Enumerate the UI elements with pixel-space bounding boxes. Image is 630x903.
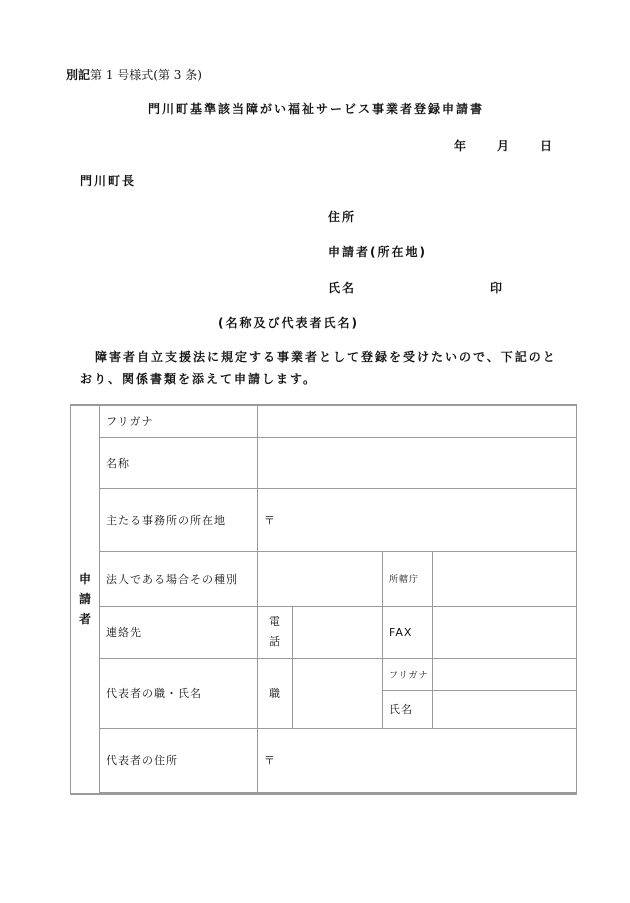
jurisdiction-field[interactable] [433,551,577,606]
table-row-filler [71,792,577,794]
contact-label: 連絡先 [100,606,258,658]
corporation-type-field[interactable] [258,551,383,606]
name-label: 氏名 [328,281,357,295]
phone-label: 電話 [269,615,281,648]
jurisdiction-label: 所轄庁 [383,551,433,606]
table-row [71,437,577,488]
office-address-field[interactable]: 〒 [258,488,577,551]
date-day: 日 [540,139,553,153]
form-number-prefix: 別記 [66,68,91,82]
application-table [70,404,577,795]
rep-address-label: 代表者の住所 [100,728,258,792]
applicant-header-cell [71,405,100,794]
position-field[interactable] [293,658,383,728]
addressee: 門川町長 [80,174,137,188]
name-note: (名称及び代表者氏名) [218,316,359,330]
rep-name-label: 氏名 [383,690,433,728]
representative-label: 代表者の職・氏名 [100,658,258,728]
rep-name-field[interactable] [433,690,577,728]
rep-address-field[interactable]: 〒 [258,728,577,792]
rep-furigana-field[interactable] [433,658,577,690]
rep-furigana-label: フリガナ [383,658,433,690]
furigana-label: フリガナ [100,405,258,437]
fax-field[interactable] [433,606,577,658]
seal-mark: 印 [490,281,503,295]
name-field[interactable] [258,437,577,488]
applicant-label: 申請者(所在地) [328,245,427,259]
form-number-rest: 第 1 号様式(第 3 条) [90,68,202,82]
office-address-label: 主たる事務所の所在地 [100,488,258,551]
table-row [71,606,577,658]
fax-label: FAX [383,606,433,658]
body-text-line1: 障害者自立支援法に規定する事業者として登録を受けたいので、下記のと [95,350,557,364]
body-text-line2: おり、関係書類を添えて申請します。 [80,372,318,386]
phone-label-cell [258,606,293,658]
date-year: 年 [454,139,467,153]
phone-field[interactable] [293,606,383,658]
furigana-field[interactable] [258,405,577,437]
date-month: 月 [497,139,510,153]
applicant-header: 申請者 [78,572,91,627]
table-row [71,728,577,792]
filler-cell [100,792,577,794]
name-field-label: 名称 [100,437,258,488]
corporation-type-label: 法人である場合その種別 [100,551,258,606]
address-label: 住所 [328,210,357,224]
form-number [66,66,202,83]
table-row [71,658,577,690]
page-title: 門川町基準該当障がい福祉サービス事業者登録申請書 [148,102,485,116]
table-row [71,405,577,437]
table-row [71,488,577,551]
position-label: 職 [258,658,293,728]
table-row [71,551,577,606]
